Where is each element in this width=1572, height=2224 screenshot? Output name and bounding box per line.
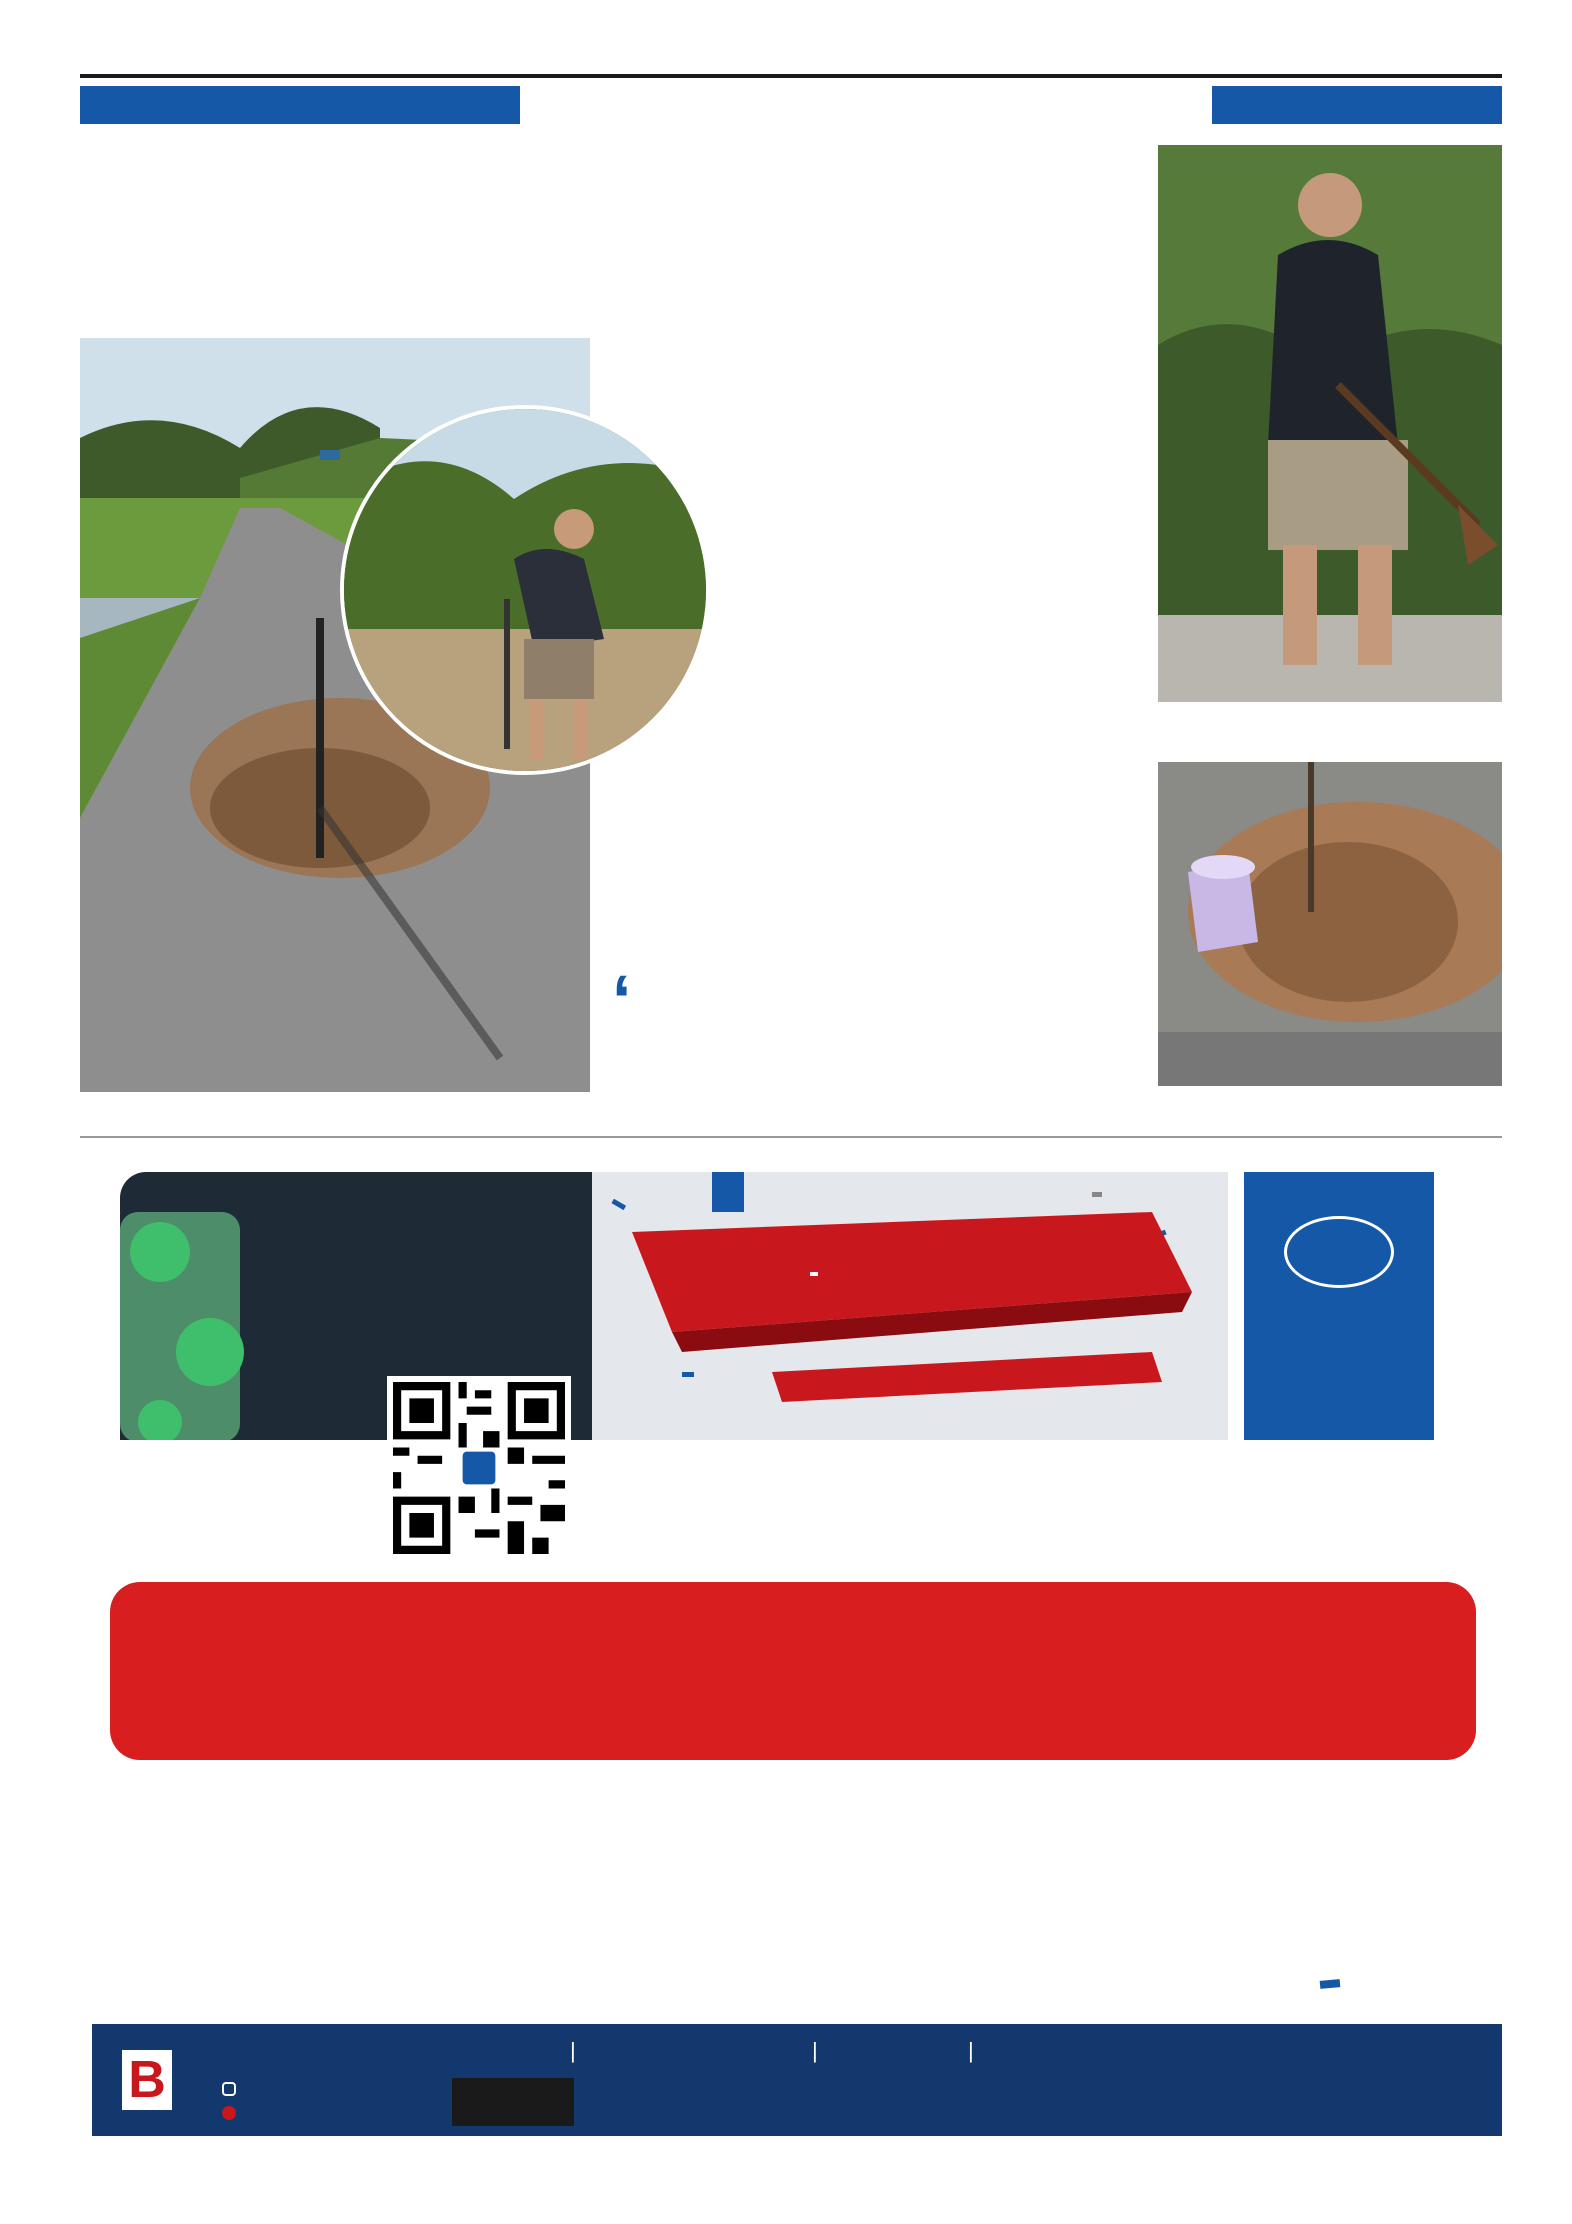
right-bottom-photo	[1158, 762, 1502, 1086]
bw-logo	[1284, 1216, 1394, 1288]
header-rule	[80, 74, 1502, 78]
promo-band	[110, 1582, 1476, 1760]
spend-banner	[592, 1172, 1228, 1440]
section-bar	[1212, 86, 1502, 124]
instagram-icon	[222, 2082, 236, 2096]
inset-photo	[340, 405, 710, 775]
ad-footer	[92, 2024, 1502, 2136]
shop2shop-badge	[452, 2078, 574, 2126]
whatsapp-icon	[120, 1192, 270, 1440]
footer-divider: |	[968, 2038, 974, 2063]
bw-logo-panel	[1244, 1172, 1434, 1440]
qr-code[interactable]	[387, 1376, 571, 1560]
for-word	[810, 1272, 818, 1276]
footer-divider: |	[570, 2038, 576, 2063]
issue-date	[80, 86, 520, 124]
article-separator	[80, 1136, 1502, 1138]
facebook-icon	[222, 2106, 236, 2120]
quote-mark: ‘	[612, 961, 632, 1039]
b-logo: B	[122, 2050, 172, 2110]
right-top-photo	[1158, 145, 1502, 702]
footer-divider: |	[812, 2038, 818, 2063]
